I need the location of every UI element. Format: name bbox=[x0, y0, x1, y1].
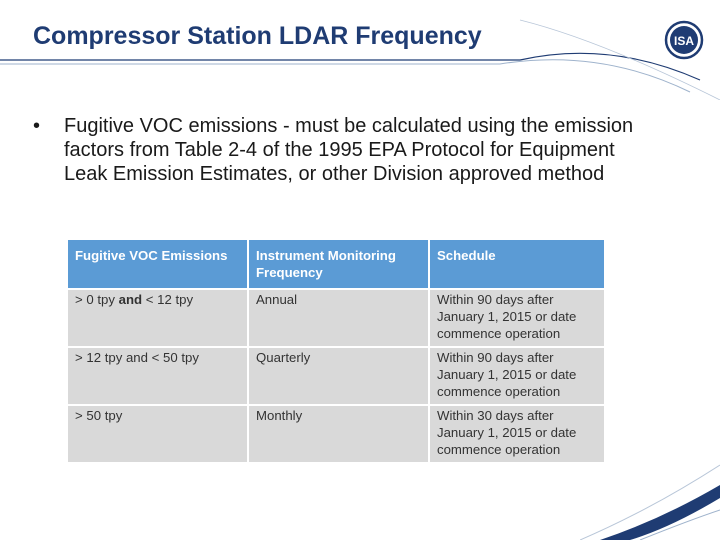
cell-schedule: Within 30 days after January 1, 2015 or date commence operation bbox=[429, 405, 605, 463]
slide-title: Compressor Station LDAR Frequency bbox=[33, 22, 482, 50]
cell-emissions: > 12 tpy and < 50 tpy bbox=[67, 347, 248, 405]
header-fugitive-voc-emissions: Fugitive VOC Emissions bbox=[67, 239, 248, 289]
table-row bbox=[67, 405, 605, 463]
cell-emissions: > 50 tpy bbox=[67, 405, 248, 463]
header-schedule: Schedule bbox=[429, 239, 605, 289]
cell-frequency: Annual bbox=[248, 289, 429, 347]
header-instrument-monitoring-frequency: Instrument Monitoring Frequency bbox=[248, 239, 429, 289]
table-row bbox=[67, 289, 605, 347]
cell-schedule: Within 90 days after January 1, 2015 or date commence operation bbox=[429, 347, 605, 405]
cell-emissions: > 0 tpy and < 12 tpy bbox=[67, 289, 248, 347]
ldar-frequency-table bbox=[66, 238, 606, 464]
table-header-row bbox=[67, 239, 605, 289]
cell-frequency: Monthly bbox=[248, 405, 429, 463]
isa-logo-text: ISA bbox=[673, 34, 695, 48]
footer-swoosh-decoration bbox=[580, 440, 720, 540]
bullet-marker: • bbox=[33, 115, 41, 137]
table-row bbox=[67, 347, 605, 405]
bullet-text: Fugitive VOC emissions - must be calculated using the emission factors from Table 2-4 of the 1995 EPA Protocol for Equipment Leak Emission Estimates, or other Division approved method bbox=[64, 115, 634, 185]
cell-schedule: Within 90 days after January 1, 2015 or date commence operation bbox=[429, 289, 605, 347]
isa-logo bbox=[664, 20, 704, 60]
cell-frequency: Quarterly bbox=[248, 347, 429, 405]
